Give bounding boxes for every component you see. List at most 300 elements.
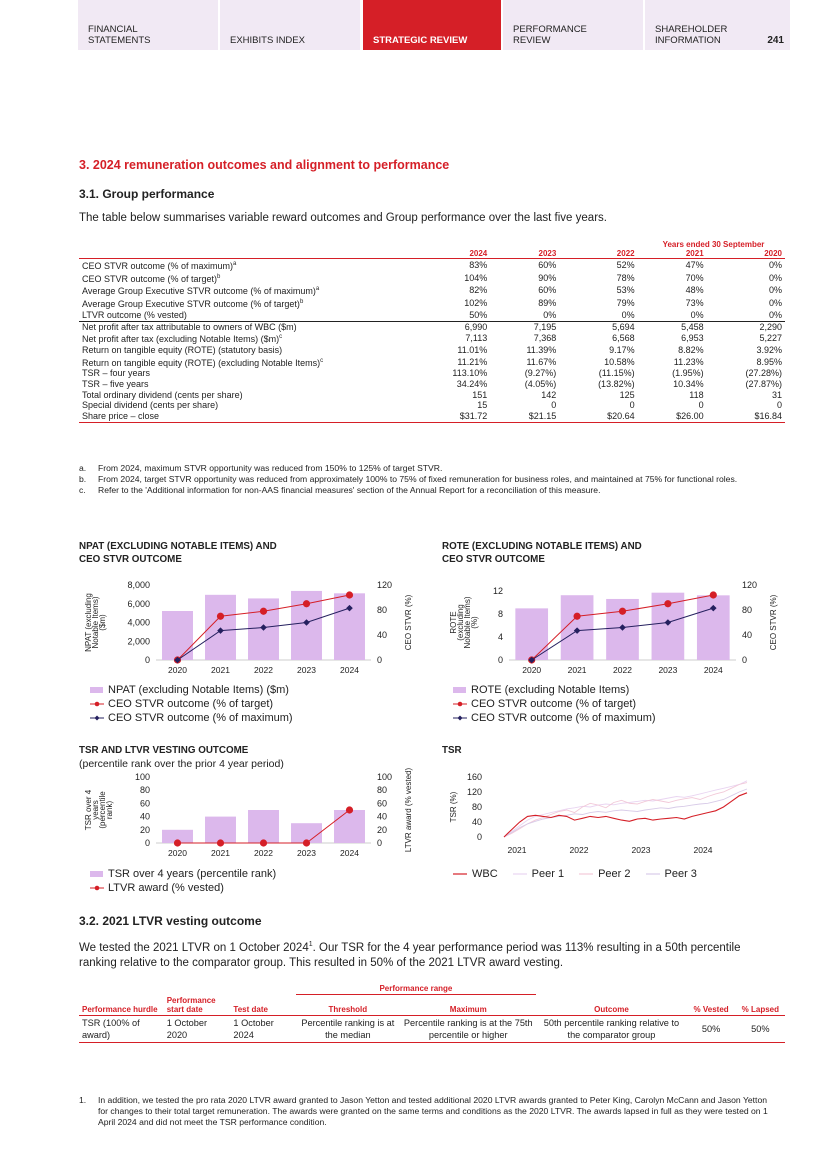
cell-value: 47% [685, 260, 704, 270]
cell-value: 8.82% [678, 344, 704, 355]
cell-value: 8.95% [756, 356, 782, 367]
cell-value: 73% [685, 298, 704, 309]
y2-tick-label: 80 [377, 605, 388, 615]
year-header: 2021 [638, 249, 707, 259]
legend-label: Peer 3 [664, 868, 697, 880]
row-label: LTVR outcome (% vested) [82, 309, 187, 320]
y-tick-label: 100 [134, 772, 150, 782]
note-ref: b [299, 299, 304, 306]
cell-value: Percentile ranking is at the 75th percentile or higher [403, 1017, 533, 1040]
legend-item [452, 711, 656, 725]
point [303, 839, 310, 846]
cell-value: 1 October 2024 [233, 1017, 274, 1040]
y2-tick-label: 0 [377, 655, 383, 665]
npat-stvr-chart [79, 575, 413, 680]
legend-item [578, 867, 630, 881]
column-header: Outcome [594, 1004, 629, 1014]
y2-tick-label: 20 [377, 824, 388, 835]
tsr-ltvr-chart [79, 767, 413, 864]
table-row [79, 400, 785, 411]
tab-label: PERFORMANCE REVIEW [513, 24, 587, 46]
cell-value: 5,227 [759, 333, 782, 344]
chart-title: NPAT (EXCLUDING NOTABLE ITEMS) AND CEO STVR OUTCOME [79, 541, 277, 565]
legend-item [89, 697, 293, 711]
cell-value: 113.10% [452, 368, 488, 379]
chart-legend [89, 867, 276, 895]
legend-label: Peer 1 [531, 868, 565, 880]
table-notes [79, 463, 779, 496]
y2-tick-label: 0 [377, 838, 383, 848]
table-row [79, 368, 785, 379]
x-tick-label: 2023 [297, 848, 316, 858]
legend-label: CEO STVR outcome (% of maximum) [471, 712, 656, 724]
year-header: 2023 [490, 249, 559, 259]
cell-value: 11.23% [673, 356, 704, 367]
tab-shareholder-information[interactable] [645, 0, 790, 50]
cell-value: 0% [690, 309, 704, 320]
x-tick-label: 2020 [168, 665, 187, 675]
legend-item [89, 711, 293, 725]
y2-axis-label: LTVR award (% vested) [404, 767, 413, 853]
y2-tick-label: 80 [377, 785, 388, 796]
tab-label: FINANCIAL STATEMENTS [88, 24, 151, 46]
tab-label: EXHIBITS INDEX [230, 35, 305, 46]
legend-swatch [452, 699, 468, 709]
cell-value: 104% [464, 272, 488, 283]
tab-label: SHAREHOLDER INFORMATION [655, 24, 728, 46]
note-ref: a [233, 261, 237, 267]
ltvr-outcome-table [79, 983, 785, 1043]
y-tick-label: 0 [144, 838, 150, 848]
cell-value: 3.92% [756, 344, 782, 355]
cell-value: 0% [768, 285, 782, 296]
note-item [79, 463, 779, 474]
cell-value: (9.27%) [524, 368, 557, 379]
point [710, 591, 717, 598]
table-row [79, 272, 785, 285]
legend-item [645, 867, 697, 881]
note-text: From 2024, target STVR opportunity was reduced from approximately 100% to 75% of fixed remuneration for business roles, and maintained at 75% for functional roles. [98, 474, 738, 484]
point [260, 608, 267, 615]
cell-value: 60% [538, 260, 557, 270]
cell-value: (1.95%) [672, 368, 704, 379]
cell-value: (27.87%) [745, 379, 782, 390]
cell-value: 70% [685, 272, 704, 283]
legend-label: LTVR award (% vested) [108, 882, 224, 894]
cell-value: 7,368 [533, 333, 557, 344]
legend-swatch [452, 713, 468, 723]
column-header: % Lapsed [741, 1004, 779, 1014]
y-axis-label: rank) [105, 800, 114, 820]
legend-swatch [452, 685, 468, 695]
cell-value: (13.82%) [598, 379, 635, 390]
bar [334, 810, 365, 843]
legend-swatch [89, 699, 105, 709]
row-label: TSR – four years [82, 368, 151, 379]
footnote-key: 1. [79, 1095, 87, 1105]
row-label: CEO STVR outcome (% of target)$^b$ [82, 273, 221, 284]
table-row [79, 297, 785, 310]
y-tick-label: 4 [497, 631, 503, 642]
cell-value: 50% [469, 309, 488, 320]
legend-item [89, 881, 276, 895]
legend-swatch-bar [90, 871, 103, 877]
note-ref: c [279, 334, 283, 341]
y-tick-label: 40 [471, 817, 482, 827]
bar [334, 593, 365, 660]
chart-subtitle: (percentile rank over the prior 4 year period) [79, 758, 284, 770]
cell-value: 102% [464, 298, 488, 309]
year-header: 2020 [707, 249, 785, 259]
legend-label: CEO STVR outcome (% of target) [108, 698, 274, 710]
note-ref: b [217, 273, 221, 280]
x-tick-label: 2024 [340, 665, 359, 675]
legend-item [452, 867, 498, 881]
legend-label: TSR over 4 years (percentile rank) [108, 868, 277, 880]
point [303, 600, 310, 607]
point [574, 613, 581, 620]
legend-swatch-marker [458, 702, 463, 707]
cell-value: 6,568 [612, 333, 635, 344]
legend-swatch-bar [453, 687, 466, 693]
column-header: Maximum [449, 1004, 487, 1014]
tab-strategic-review[interactable] [363, 0, 501, 50]
table-row [79, 356, 785, 369]
series-line [504, 783, 747, 837]
tab-financial-statements[interactable] [78, 0, 218, 50]
cell-value: (11.15%) [598, 368, 635, 379]
y2-tick-label: 0 [742, 655, 748, 665]
legend-label: CEO STVR outcome (% of maximum) [108, 712, 293, 724]
x-tick-label: 2023 [631, 845, 651, 855]
point [619, 608, 626, 615]
y2-tick-label: 80 [742, 605, 753, 615]
footnote-ref[interactable]: 1 [308, 941, 313, 948]
tab-exhibits-index[interactable] [220, 0, 360, 50]
x-tick-label: 2021 [507, 845, 527, 855]
cell-value: 0% [768, 298, 782, 309]
cell-value: $16.84 [707, 411, 785, 422]
cell-value: 7,113 [465, 333, 488, 344]
y-axis-label: ($m) [98, 614, 107, 631]
x-tick-label: 2021 [211, 665, 230, 675]
y2-tick-label: 40 [377, 811, 388, 822]
years-group-header: Years ended 30 September [662, 240, 765, 249]
year-header: 2024 [415, 249, 490, 259]
cell-value: 11.67% [526, 356, 557, 367]
cell-value: 50% [701, 1023, 721, 1034]
y-tick-label: 12 [492, 585, 503, 596]
cell-value: 50th percentile ranking relative to the comparator group [543, 1017, 680, 1040]
point [217, 613, 224, 620]
y2-axis-label: CEO STVR (%) [404, 594, 413, 651]
legend-swatch [645, 869, 661, 879]
y-axis-label: ROTE [449, 611, 458, 634]
cell-value: 48% [685, 285, 704, 296]
cell-value: Percentile ranking is at the median [301, 1017, 395, 1040]
y-tick-label: 6,000 [127, 598, 150, 609]
note-key: c. [79, 485, 86, 495]
cell-value: 11.21% [457, 356, 488, 367]
series-line [504, 781, 747, 837]
cell-value: $31.72 [415, 411, 490, 422]
cell-value: 10.34% [673, 379, 704, 390]
column-header: Test date [233, 1004, 268, 1014]
cell-value: 0 [629, 400, 635, 411]
cell-value: 0 [776, 400, 782, 411]
row-label: Share price – close [79, 411, 415, 422]
cell-value: 0 [698, 400, 704, 411]
legend-swatch [89, 713, 105, 723]
legend-label: CEO STVR outcome (% of target) [471, 698, 637, 710]
legend-swatch-marker [95, 702, 100, 707]
cell-value: 78% [616, 272, 635, 283]
y2-tick-label: 60 [377, 798, 388, 809]
cell-value: 90% [538, 272, 557, 283]
cell-value: 6,990 [415, 321, 490, 332]
cell-value: 118 [689, 389, 704, 400]
row-label: TSR – five years [82, 379, 149, 390]
cell-value: $26.00 [638, 411, 707, 422]
point [346, 806, 353, 813]
x-tick-label: 2024 [340, 848, 359, 858]
cell-value: 2,290 [707, 321, 785, 332]
legend-swatch [578, 869, 594, 879]
legend-item [89, 683, 293, 697]
cell-value: 0% [543, 309, 557, 320]
tsr-chart [442, 772, 785, 864]
cell-value: 6,953 [681, 333, 704, 344]
y-axis-label: Notable Items) [463, 596, 472, 649]
text-part: . Our TSR for the 4 year performance period was 113% resulting in a 50th percentile ranking relative to the comparator group. This resulted in 50% of the 2021 LTVR award vesting. [79, 941, 741, 969]
y-tick-label: 40 [139, 811, 150, 822]
cell-value: 0% [621, 309, 635, 320]
x-tick-label: 2020 [168, 848, 187, 858]
cell-value: 151 [472, 389, 488, 400]
cell-value: 0 [551, 400, 557, 411]
bar [205, 817, 236, 843]
x-tick-label: 2022 [569, 845, 589, 855]
y2-axis-label: CEO STVR (%) [769, 594, 778, 651]
cell-value: 11.39% [526, 344, 557, 355]
cell-value: (27.28%) [745, 368, 782, 379]
group-performance-table [79, 240, 785, 423]
chart-title: ROTE (EXCLUDING NOTABLE ITEMS) AND CEO STVR OUTCOME [442, 541, 642, 565]
cell-value: $20.64 [559, 411, 637, 422]
row-label: Average Group Executive STVR outcome (% of target)$^b$ [82, 299, 304, 310]
chart-legend [452, 683, 656, 725]
cell-value: 89% [538, 298, 557, 309]
legend-label: NPAT (excluding Notable Items) ($m) [108, 684, 289, 696]
y-tick-label: 2,000 [127, 636, 150, 647]
legend-label: ROTE (excluding Notable Items) [471, 684, 630, 696]
x-tick-label: 2020 [522, 665, 542, 675]
legend-swatch [89, 685, 105, 695]
chart-title: TSR [442, 745, 462, 756]
legend-swatch [452, 869, 468, 879]
x-tick-label: 2021 [567, 665, 587, 675]
y-tick-label: 4,000 [127, 617, 150, 628]
footnote [79, 1095, 779, 1128]
row-label: Net profit after tax (excluding Notable Items) ($m)$^c$ [82, 334, 283, 345]
page-number: 241 [767, 35, 784, 46]
legend-label: WBC [472, 868, 498, 880]
series-line [504, 789, 747, 837]
row-label: Return on tangible equity (ROTE) (statutory basis) [82, 344, 283, 355]
column-header: Performance start date [166, 995, 216, 1014]
cell-value: 7,195 [490, 321, 559, 332]
y-tick-label: 60 [139, 798, 150, 809]
chart-legend [452, 867, 711, 881]
note-ref: a [315, 286, 320, 293]
table-row [79, 411, 785, 422]
legend-swatch-bar [90, 687, 103, 693]
y-tick-label: 160 [466, 772, 482, 782]
note-item [79, 485, 779, 496]
cell-value: 82% [469, 285, 488, 296]
x-tick-label: 2024 [703, 665, 723, 675]
y-axis-label: Notable Items) [91, 596, 100, 649]
table-row [79, 379, 785, 390]
top-navigation [0, 0, 825, 50]
cell-value: 125 [619, 389, 635, 400]
y2-tick-label: 120 [742, 580, 758, 590]
cell-value: 83% [469, 260, 488, 270]
column-header: % Vested [693, 1004, 729, 1014]
table-row [79, 259, 785, 272]
legend-swatch-marker [95, 886, 100, 891]
cell-value: 0% [768, 272, 782, 283]
rote-stvr-chart [442, 575, 785, 680]
legend-swatch [512, 869, 528, 879]
row-label: Special dividend (cents per share) [82, 400, 219, 411]
cell-value: 9.17% [609, 344, 635, 355]
y-axis-label: years [91, 800, 100, 820]
group-performance-title: 3.1. Group performance [79, 187, 215, 201]
y-axis-label: (percentile [98, 791, 107, 829]
y-tick-label: 0 [144, 655, 150, 665]
table-row [79, 321, 785, 332]
y-axis-label: NPAT (excluding [84, 593, 93, 652]
cell-value: 0% [768, 309, 782, 320]
y-tick-label: 8 [497, 608, 503, 619]
cell-value: 31 [771, 389, 782, 400]
note-text: From 2024, maximum STVR opportunity was reduced from 150% to 125% of target STVR. [98, 463, 443, 473]
legend-label: Peer 2 [598, 868, 631, 880]
cell-value: TSR (100% of award) [82, 1017, 140, 1040]
cell-value: $21.15 [490, 411, 559, 422]
y-tick-label: 8,000 [127, 580, 150, 590]
legend-item [452, 697, 656, 711]
cell-value: 79% [616, 298, 635, 309]
point [174, 839, 181, 846]
group-performance-intro: The table below summarises variable reward outcomes and Group performance over the last five years. [79, 212, 607, 224]
legend-swatch-marker [95, 716, 100, 721]
column-header: Performance hurdle [82, 1004, 158, 1014]
y-axis-label: TSR (%) [449, 791, 458, 823]
y-tick-label: 80 [139, 785, 150, 796]
table-row [79, 332, 785, 345]
row-label: CEO STVR outcome (% of maximum)$^a$ [82, 261, 237, 271]
y-tick-label: 20 [139, 824, 150, 835]
y2-tick-label: 40 [742, 630, 753, 640]
legend-item [89, 867, 276, 881]
y-axis-label: (excluding [456, 604, 465, 641]
point [217, 839, 224, 846]
legend-swatch-marker [458, 716, 463, 721]
legend-item [512, 867, 564, 881]
column-header: Threshold [328, 1004, 368, 1014]
tab-performance-review[interactable] [503, 0, 643, 50]
y-axis-label: (%) [470, 616, 479, 629]
cell-value: 60% [538, 285, 557, 296]
y-axis-label: TSR over 4 [84, 789, 93, 831]
row-label: Net profit after tax attributable to owners of WBC ($m) [79, 321, 415, 332]
y-tick-label: 0 [497, 655, 503, 665]
tab-label: STRATEGIC REVIEW [373, 35, 468, 46]
cell-value: 53% [616, 285, 635, 296]
note-key: b. [79, 474, 87, 484]
section-title: 3. 2024 remuneration outcomes and alignment to performance [79, 158, 450, 172]
row-label: Average Group Executive STVR outcome (% of maximum)$^a$ [82, 286, 320, 297]
table-row [79, 1015, 785, 1042]
ltvr-vesting-title: 3.2. 2021 LTVR vesting outcome [79, 914, 262, 928]
cell-value: 0% [768, 260, 782, 270]
row-label: Return on tangible equity (ROTE) (excluding Notable Items)$^c$ [82, 357, 324, 368]
x-tick-label: 2023 [658, 665, 678, 675]
cell-value: 50% [751, 1023, 770, 1034]
legend-swatch [89, 883, 105, 893]
legend-swatch [89, 869, 105, 879]
note-item [79, 474, 779, 485]
cell-value: 11.01% [457, 344, 488, 355]
table-row [79, 390, 785, 401]
table-row [79, 284, 785, 297]
point [346, 591, 353, 598]
table-row [79, 345, 785, 356]
cell-value: 34.24% [456, 379, 488, 390]
note-key: a. [79, 463, 87, 473]
cell-value: 10.58% [604, 356, 635, 367]
ltvr-vesting-text [79, 937, 779, 971]
point [260, 839, 267, 846]
x-tick-label: 2021 [211, 848, 230, 858]
y2-tick-label: 120 [377, 580, 393, 590]
chart-title: TSR AND LTVR VESTING OUTCOME [79, 745, 249, 756]
note-text: Refer to the 'Additional information for non-AAS financial measures' section of the Annual Report for a reconciliation of this measure. [98, 485, 601, 495]
cell-value: (4.05%) [524, 379, 557, 390]
x-tick-label: 2024 [693, 845, 713, 855]
bar [248, 810, 279, 843]
cell-value: 5,458 [638, 321, 707, 332]
year-header: 2022 [559, 249, 637, 259]
note-ref: c [320, 357, 324, 364]
x-tick-label: 2022 [613, 665, 632, 675]
point [664, 600, 671, 607]
footnote-text: In addition, we tested the pro rata 2020 LTVR award granted to Jason Yetton and tested additional 2020 LTVR awards granted to Peter King, Carolyn McCann and Jason Yetton for changes to their total target remuneration. The awards were granted on the same terms and conditions as the 2020 LTVR. The awards lapsed in full as they were tested on 1 April 2024 and did not meet the TSR performance condition. [98, 1095, 768, 1127]
y2-tick-label: 100 [377, 772, 393, 782]
x-tick-label: 2023 [297, 665, 316, 675]
x-tick-label: 2022 [254, 665, 273, 675]
performance-range-header: Performance range [296, 983, 537, 995]
y-tick-label: 0 [476, 832, 482, 842]
x-tick-label: 2022 [254, 848, 273, 858]
legend-item [452, 683, 656, 697]
cell-value: 5,694 [559, 321, 637, 332]
cell-value: 52% [616, 260, 635, 270]
cell-value: 15 [477, 400, 488, 411]
cell-value: 1 October 2020 [166, 1017, 208, 1040]
